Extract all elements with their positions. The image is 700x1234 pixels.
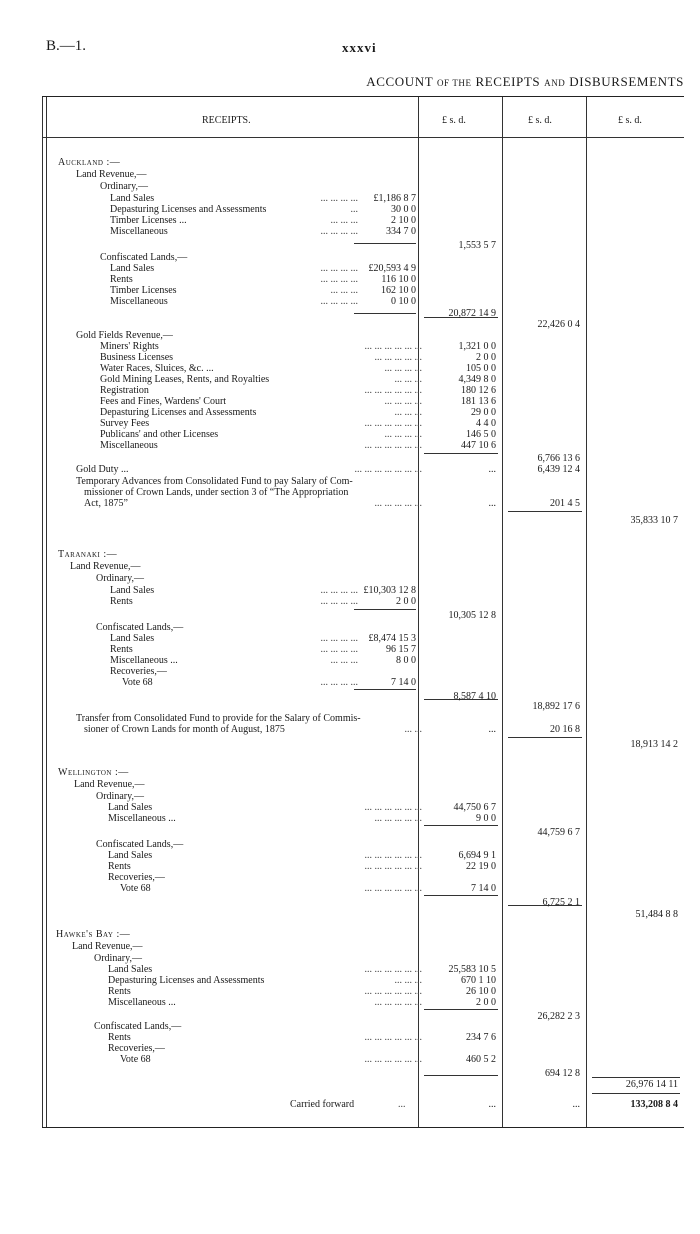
leader-dots: ... ... ... ... ... ...	[364, 440, 422, 451]
row-label: Confiscated Lands,—	[96, 622, 184, 633]
amount-col1: ...	[488, 724, 496, 735]
amount-col1: 447 10 6	[461, 440, 496, 451]
row-label: Land Revenue,—	[74, 779, 145, 790]
amount-col1: 234 7 6	[466, 1032, 496, 1043]
leader-dots: ... ... ... ... ...	[374, 997, 422, 1008]
row-label: sioner of Crown Lands for month of August, 1875	[84, 724, 285, 735]
row-label: Act, 1875”	[84, 498, 128, 509]
amount-col1: 6,694 9 1	[458, 850, 496, 861]
subtotal-rule	[508, 511, 582, 512]
inner-amount: 116 10 0	[381, 274, 416, 285]
row-label: Miscellaneous ...	[108, 997, 176, 1008]
subtotal-rule	[592, 1077, 680, 1078]
amount-col1: 4,349 8 0	[458, 374, 496, 385]
row-label: Land Sales	[108, 802, 153, 813]
leader-dots: ... ... ...	[394, 975, 422, 986]
header-rule	[42, 137, 684, 138]
row-label: Registration	[100, 385, 149, 396]
amount-col2: 20 16 8	[550, 724, 580, 735]
leader-dots: ... ... ... ... ... ...	[364, 850, 422, 861]
row-label: Recoveries,—	[108, 872, 165, 883]
leader-dots: ... ... ... ... ... ...	[364, 1054, 422, 1065]
column-header-col1: £ s. d.	[442, 115, 466, 126]
row-label: Miscellaneous	[110, 296, 168, 307]
amount-col1: 1,553 5 7	[458, 240, 496, 251]
row-label: Rents	[108, 1032, 131, 1043]
section-heading: Hawke's Bay :—	[56, 929, 131, 940]
inner-amount: 30 0 0	[391, 204, 416, 215]
title-word: RECEIPTS	[475, 74, 541, 89]
amount-col1: 10,305 12 8	[448, 610, 496, 621]
inner-amount: 162 10 0	[381, 285, 416, 296]
leader-dots: ... ... ...	[330, 655, 358, 666]
inner-amount: 7 14 0	[391, 677, 416, 688]
row-label: Land Sales	[108, 964, 153, 975]
amount-col1: 181 13 6	[461, 396, 496, 407]
subtotal-rule	[354, 609, 416, 610]
section-heading: Auckland :—	[58, 157, 121, 168]
row-label: Temporary Advances from Consolidated Fund to pay Salary of Com-	[76, 476, 353, 487]
title-word: DISBURSEMENTS	[569, 74, 684, 89]
row-label: Recoveries,—	[110, 666, 167, 677]
amount-col1: 20,872 14 9	[448, 308, 496, 319]
title-word: AND	[544, 78, 566, 88]
leader-dots: ... ... ... ...	[384, 396, 422, 407]
subtotal-rule	[508, 737, 582, 738]
row-label: Vote 68	[120, 883, 151, 894]
subtotal-rule	[354, 243, 416, 244]
leader-dots: ... ... ... ... ... ...	[364, 883, 422, 894]
amount-col1: 4 4 0	[476, 418, 496, 429]
carried-forward-col1: ...	[488, 1099, 496, 1110]
row-label: Confiscated Lands,—	[96, 839, 184, 850]
leader-dots: ... ... ... ... ...	[374, 813, 422, 824]
table-border-left	[42, 97, 43, 1127]
leader-dots: ... ... ... ...	[320, 226, 358, 237]
leader-dots: ... ... ... ...	[320, 633, 358, 644]
subtotal-rule	[424, 1009, 498, 1010]
amount-col1: ...	[488, 464, 496, 475]
amount-col2: 26,282 2 3	[537, 1011, 580, 1022]
leader-dots: ... ...	[404, 724, 422, 735]
amount-col1: 44,750 6 7	[453, 802, 496, 813]
amount-col2: 6,439 12 4	[537, 464, 580, 475]
amount-col1: 7 14 0	[471, 883, 496, 894]
column-divider	[586, 97, 587, 1127]
row-label: Transfer from Consolidated Fund to provide for the Salary of Commis-	[76, 713, 361, 724]
inner-amount: £20,593 4 9	[368, 263, 416, 274]
row-label: Publicans' and other Licenses	[100, 429, 219, 440]
row-label: Business Licenses	[100, 352, 174, 363]
row-label: Survey Fees	[100, 418, 150, 429]
row-label: Ordinary,—	[96, 791, 144, 802]
amount-col1: 460 5 2	[466, 1054, 496, 1065]
leader-dots: ... ... ... ... ... ...	[364, 964, 422, 975]
row-label: Land Sales	[110, 585, 155, 596]
row-label: Rents	[110, 274, 133, 285]
row-label: Vote 68	[120, 1054, 151, 1065]
row-label: Rents	[108, 861, 131, 872]
inner-amount: 96 15 7	[386, 644, 416, 655]
leader-dots: ... ... ...	[330, 215, 358, 226]
inner-amount: £1,186 8 7	[373, 193, 416, 204]
leader-dots: ... ... ... ...	[320, 263, 358, 274]
amount-col2: 694 12 8	[545, 1068, 580, 1079]
title-word: ACCOUNT	[366, 74, 434, 89]
row-label: Timber Licenses	[110, 285, 177, 296]
amount-col1: 22 19 0	[466, 861, 496, 872]
row-label: Land Sales	[108, 850, 153, 861]
column-header-col2: £ s. d.	[528, 115, 552, 126]
amount-col2: 22,426 0 4	[537, 319, 580, 330]
amount-col3: 18,913 14 2	[630, 739, 678, 750]
leader-dots: ... ... ... ...	[320, 274, 358, 285]
row-label: Depasturing Licenses and Assessments	[100, 407, 257, 418]
inner-amount: £10,303 12 8	[363, 585, 416, 596]
section-heading: Wellington :—	[58, 767, 129, 778]
column-header-col3: £ s. d.	[618, 115, 642, 126]
row-label: Rents	[110, 644, 133, 655]
document-code: B.—1.	[46, 38, 87, 54]
row-label: Miscellaneous ...	[110, 655, 178, 666]
subtotal-rule	[592, 1093, 680, 1094]
table-border-left-inner	[46, 97, 47, 1127]
leader-dots: ... ... ... ... ... ...	[364, 341, 422, 352]
subtotal-rule	[354, 689, 416, 690]
row-label: Land Revenue,—	[70, 561, 141, 572]
amount-col3: 35,833 10 7	[630, 515, 678, 526]
leader-dots: ... ... ... ...	[320, 596, 358, 607]
leader-dots: ... ... ... ... ... ...	[364, 986, 422, 997]
row-label: Recoveries,—	[108, 1043, 165, 1054]
leader-dots: ... ... ... ... ...	[374, 352, 422, 363]
row-label: Confiscated Lands,—	[100, 252, 188, 263]
row-label: Ordinary,—	[96, 573, 144, 584]
leader-dots: ... ... ... ... ... ...	[364, 1032, 422, 1043]
page-title	[366, 74, 684, 90]
leader-dots: ... ... ... ...	[384, 363, 422, 374]
row-label: Gold Duty ...	[76, 464, 129, 475]
receipts-column-header: RECEIPTS.	[202, 115, 251, 126]
amount-col3: 51,484 8 8	[635, 909, 678, 920]
row-label: Miscellaneous	[110, 226, 168, 237]
amount-col1: 9 0 0	[476, 813, 496, 824]
row-label: Depasturing Licenses and Assessments	[108, 975, 265, 986]
amount-col2: 6,766 13 6	[537, 453, 580, 464]
amount-col1: 670 1 10	[461, 975, 496, 986]
row-label: missioner of Crown Lands, under section 3 of “The Appropriation	[84, 487, 349, 498]
leader-dots: ... ... ... ... ... ...	[364, 861, 422, 872]
amount-col2: 18,892 17 6	[532, 701, 580, 712]
subtotal-rule	[354, 313, 416, 314]
leader-dots: ... ... ... ... ... ...	[364, 418, 422, 429]
amount-col2: 44,759 6 7	[537, 827, 580, 838]
row-label: Land Sales	[110, 263, 155, 274]
inner-amount: 334 7 0	[386, 226, 416, 237]
carried-forward-total: 133,208 8 4	[630, 1099, 678, 1110]
leader-dots: ... ... ...	[394, 374, 422, 385]
subtotal-rule	[424, 825, 498, 826]
subtotal-rule	[424, 453, 498, 454]
amount-col1: 25,583 10 5	[448, 964, 496, 975]
carried-forward-label: Carried forward	[290, 1099, 355, 1110]
row-label: Ordinary,—	[94, 953, 142, 964]
row-label: Miscellaneous ...	[108, 813, 176, 824]
row-label: Confiscated Lands,—	[94, 1021, 182, 1032]
leader-dots: ... ... ...	[394, 407, 422, 418]
amount-col1: 180 12 6	[461, 385, 496, 396]
row-label: Fees and Fines, Wardens' Court	[100, 396, 227, 407]
row-label: Vote 68	[122, 677, 153, 688]
leader-dots: ... ... ... ...	[320, 296, 358, 307]
leader-dots: ...	[350, 204, 358, 215]
row-label: Gold Mining Leases, Rents, and Royalties	[100, 374, 270, 385]
amount-col1: 2 0 0	[476, 352, 496, 363]
title-word: OF THE	[436, 78, 472, 88]
row-label: Land Revenue,—	[76, 169, 147, 180]
amount-col1: 2 0 0	[476, 997, 496, 1008]
leader-dots: ... ... ... ...	[320, 677, 358, 688]
row-label: Rents	[108, 986, 131, 997]
amount-col3: 26,976 14 11	[625, 1079, 678, 1090]
amount-col1: 105 0 0	[466, 363, 496, 374]
amount-col1: ...	[488, 498, 496, 509]
row-label: Depasturing Licenses and Assessments	[110, 204, 267, 215]
inner-amount: 0 10 0	[391, 296, 416, 307]
inner-amount: 8 0 0	[396, 655, 416, 666]
row-label: Timber Licenses ...	[110, 215, 187, 226]
inner-amount: £8,474 15 3	[368, 633, 416, 644]
inner-amount: 2 10 0	[391, 215, 416, 226]
row-label: Miscellaneous	[100, 440, 158, 451]
inner-amount: 2 0 0	[396, 596, 416, 607]
leader-dots: ... ... ... ...	[320, 585, 358, 596]
row-label: Land Sales	[110, 633, 155, 644]
amount-col1: 146 5 0	[466, 429, 496, 440]
amount-col2: 6,725 2 1	[542, 897, 580, 908]
leader-dots: ... ... ... ...	[320, 193, 358, 204]
subtotal-rule	[424, 895, 498, 896]
row-label: Miners' Rights	[100, 341, 159, 352]
amount-col1: 26 10 0	[466, 986, 496, 997]
row-label: Rents	[110, 596, 133, 607]
section-heading: Taranaki :—	[58, 549, 118, 560]
amount-col1: 8,587 4 10	[453, 691, 496, 702]
row-label: Land Revenue,—	[72, 941, 143, 952]
row-label: Land Sales	[110, 193, 155, 204]
column-divider	[502, 97, 503, 1127]
amount-col2: 201 4 5	[550, 498, 580, 509]
leader-dots: ... ... ... ... ... ...	[364, 802, 422, 813]
leader-dots: ... ... ... ... ...	[374, 498, 422, 509]
leader-dots: ... ... ... ... ... ...	[364, 385, 422, 396]
carried-forward-col2: ...	[572, 1099, 580, 1110]
row-label: Water Races, Sluices, &c. ...	[100, 363, 214, 374]
row-label: Ordinary,—	[100, 181, 148, 192]
leader-dots: ... ... ... ...	[384, 429, 422, 440]
leader-dots: ... ... ... ... ... ... ...	[354, 464, 422, 475]
amount-col1: 1,321 0 0	[458, 341, 496, 352]
row-label: Gold Fields Revenue,—	[76, 330, 173, 341]
page-number: xxxvi	[342, 40, 377, 55]
receipts-table	[42, 96, 684, 1128]
leader-dots: ... ... ... ...	[320, 644, 358, 655]
amount-col1: 29 0 0	[471, 407, 496, 418]
subtotal-rule	[424, 1075, 498, 1076]
leader-dots: ... ... ...	[330, 285, 358, 296]
carried-forward-dots: ...	[398, 1099, 406, 1110]
